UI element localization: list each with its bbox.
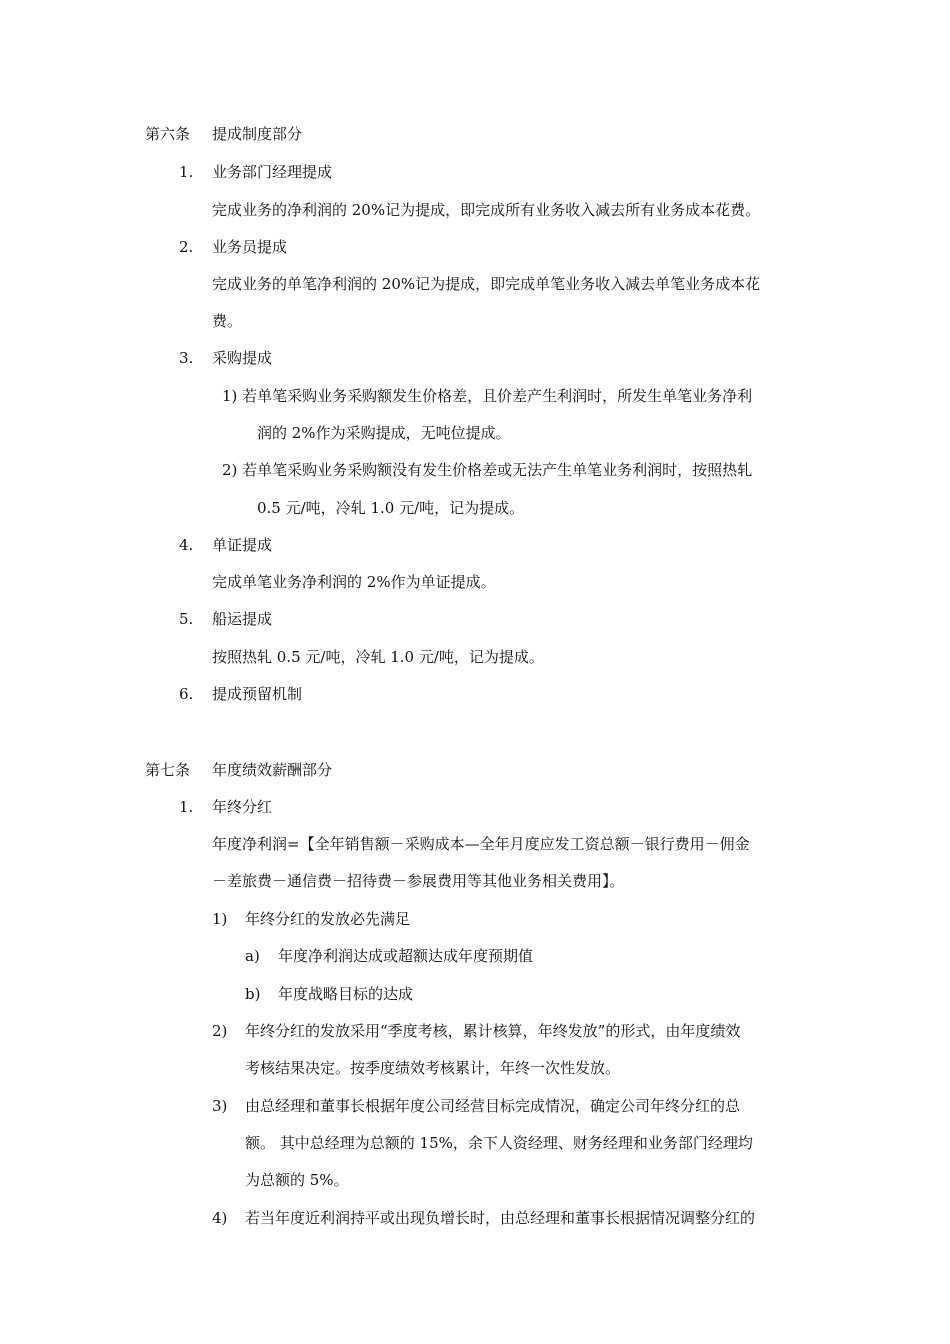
point-line: 额。 其中总经理为总额的 15%，余下人资经理、财务经理和业务部门经理均: [245, 1134, 753, 1152]
article-7-title: 年度绩效薪酬部分: [212, 761, 333, 779]
point-line: 年终分红的发放必先满足: [245, 910, 411, 928]
item-title: 年终分红: [212, 798, 273, 816]
sub-item-line: 0.5 元/吨，冷轧 1.0 元/吨，记为提成。: [257, 499, 525, 517]
item-number: 5.: [179, 610, 194, 628]
item-body-line: 按照热轧 0.5 元/吨，冷轧 1.0 元/吨，记为提成。: [212, 648, 544, 666]
item-body-line: 完成单笔业务净利润的 2%作为单证提成。: [212, 573, 496, 591]
item-body-line: 完成业务的单笔净利润的 20%记为提成，即完成单笔业务收入减去单笔业务成本花: [212, 275, 761, 293]
sub-point-number: b): [245, 985, 261, 1003]
item-number: 6.: [179, 685, 194, 703]
item-title: 提成预留机制: [212, 685, 303, 703]
item-body-line: 完成业务的净利润的 20%记为提成，即完成所有业务收入减去所有业务成本花费。: [212, 201, 761, 219]
item-number: 2.: [179, 238, 194, 256]
sub-item-line: 润的 2%作为采购提成，无吨位提成。: [257, 424, 511, 442]
point-number: 4): [212, 1209, 228, 1227]
item-title: 单证提成: [212, 536, 273, 554]
article-6-title: 提成制度部分: [212, 125, 303, 143]
point-line: 若当年度近利润持平或出现负增长时，由总经理和董事长根据情况调整分红的: [245, 1209, 756, 1227]
sub-item-line: 1) 若单笔采购业务采购额发生价格差，且价差产生利润时，所发生单笔业务净利: [222, 387, 753, 405]
point-number: 2): [212, 1022, 228, 1040]
item-number: 3.: [179, 349, 194, 367]
article-7-label: 第七条: [145, 761, 191, 779]
sub-point-text: 年度净利润达成或超额达成年度预期值: [278, 947, 534, 965]
article-6-label: 第六条: [145, 125, 191, 143]
item-number: 4.: [179, 536, 194, 554]
item-number: 1.: [179, 798, 194, 816]
point-number: 3): [212, 1097, 228, 1115]
point-number: 1): [212, 910, 228, 928]
point-line: 考核结果决定。按季度绩效考核累计，年终一次性发放。: [245, 1059, 621, 1077]
point-line: 为总额的 5%。: [245, 1171, 349, 1189]
sub-point-number: a): [245, 947, 260, 965]
point-line: 由总经理和董事长根据年度公司经营目标完成情况，确定公司年终分红的总: [245, 1097, 741, 1115]
item-number: 1.: [179, 163, 194, 181]
sub-point-text: 年度战略目标的达成: [278, 985, 414, 1003]
point-line: 年终分红的发放采用“季度考核，累计核算，年终发放”的形式，由年度绩效: [245, 1022, 741, 1040]
formula-line: 年度净利润=【全年销售额－采购成本—全年月度应发工资总额－银行费用－佣金: [212, 835, 750, 853]
item-title: 业务员提成: [212, 238, 288, 256]
item-title: 采购提成: [212, 349, 273, 367]
sub-item-line: 2) 若单笔采购业务采购额没有发生价格差或无法产生单笔业务利润时，按照热轧: [222, 461, 753, 479]
item-title: 业务部门经理提成: [212, 163, 333, 181]
item-title: 船运提成: [212, 610, 273, 628]
formula-line: －差旅费－通信费－招待费－参展费用等其他业务相关费用】。: [212, 872, 625, 890]
item-body-line: 费。: [212, 312, 243, 330]
